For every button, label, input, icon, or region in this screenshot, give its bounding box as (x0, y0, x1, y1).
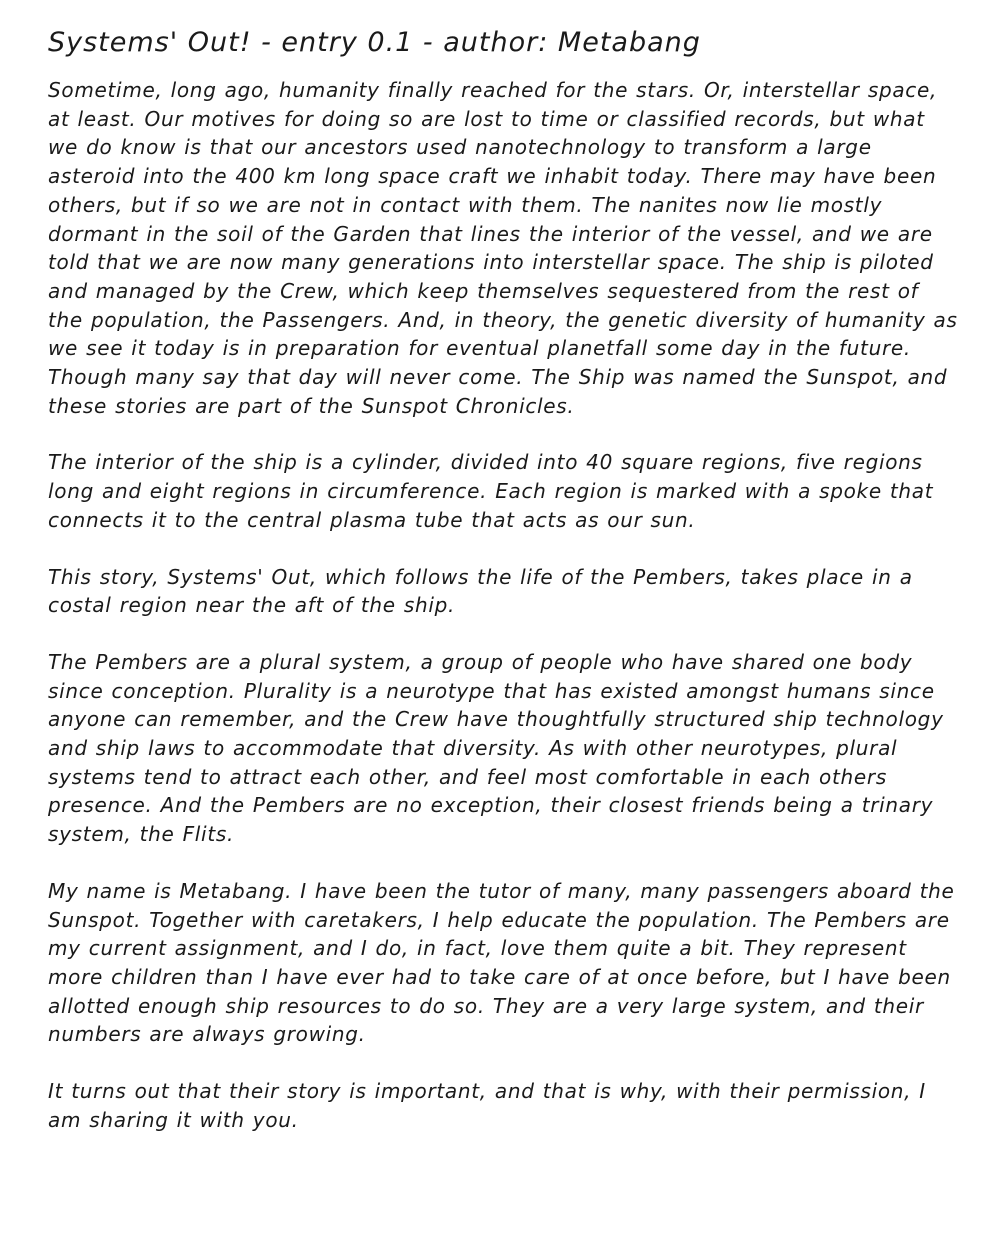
paragraph-closing: It turns out that their story is important, and that is why, with their permission, I am sharing it with you. (48, 1079, 926, 1132)
paragraph-metabang: My name is Metabang. I have been the tutor of many, many passengers aboard the Sunspot. Together with caretakers, I help educate the population. The Pembers are my current assignment, and I do, in fact, love them quite a bit. They represent more children than I have ever had to take care of at once before, but I have been allotted enough ship resources to do so. They are a very large system, and their numbers are always growing. (48, 878, 955, 1047)
paragraph-story-setting: This story, Systems' Out, which follows the life of the Pembers, takes place in a costal region near the aft of the ship. (48, 564, 913, 618)
paragraph-intro: Sometime, long ago, humanity finally reached for the stars. Or, interstellar space, at least. Our motives for doing so are lost to time or classified records, but what we do know is that our ancestors used nanotechnology to transform a large asteroid into the 400 km long space craft we inhabit today. There may have been others, but if so we are not in contact with them. The nanites now lie mostly dormant in the soil of the Garden that lines the interior of the vessel, and we are told that we are now many generations into interstellar space. The ship is piloted and managed by the Crew, which keep themselves sequestered from the rest of the population, the Passengers. And, in theory, the genetic diversity of humanity as we see it today is in preparation for eventual planetfall some day in the future. Though many say that day will never come. The Ship was named the Sunspot, and these stories are part of the Sunspot Chronicles. (48, 78, 958, 418)
paragraph-ship-interior: The interior of the ship is a cylinder, divided into 40 square regions, five regions long and eight regions in circumference. Each region is marked with a spoke that connects it to the central plasma tube that acts as our sun. (48, 450, 934, 532)
entry-title: Systems' Out! - entry 0.1 - author: Metabang (48, 27, 701, 58)
paragraph-pembers: The Pembers are a plural system, a group of people who have shared one body since conception. Plurality is a neurotype that has existed amongst humans since anyone can remember, and the Crew have thoughtfully structured ship technology and ship laws to accommodate that diversity. As with other neurotypes, plural systems tend to attract each other, and feel most comfortable in each others presence. And the Pembers are no exception, their closest friends being a trinary system, the Flits. (48, 649, 944, 847)
